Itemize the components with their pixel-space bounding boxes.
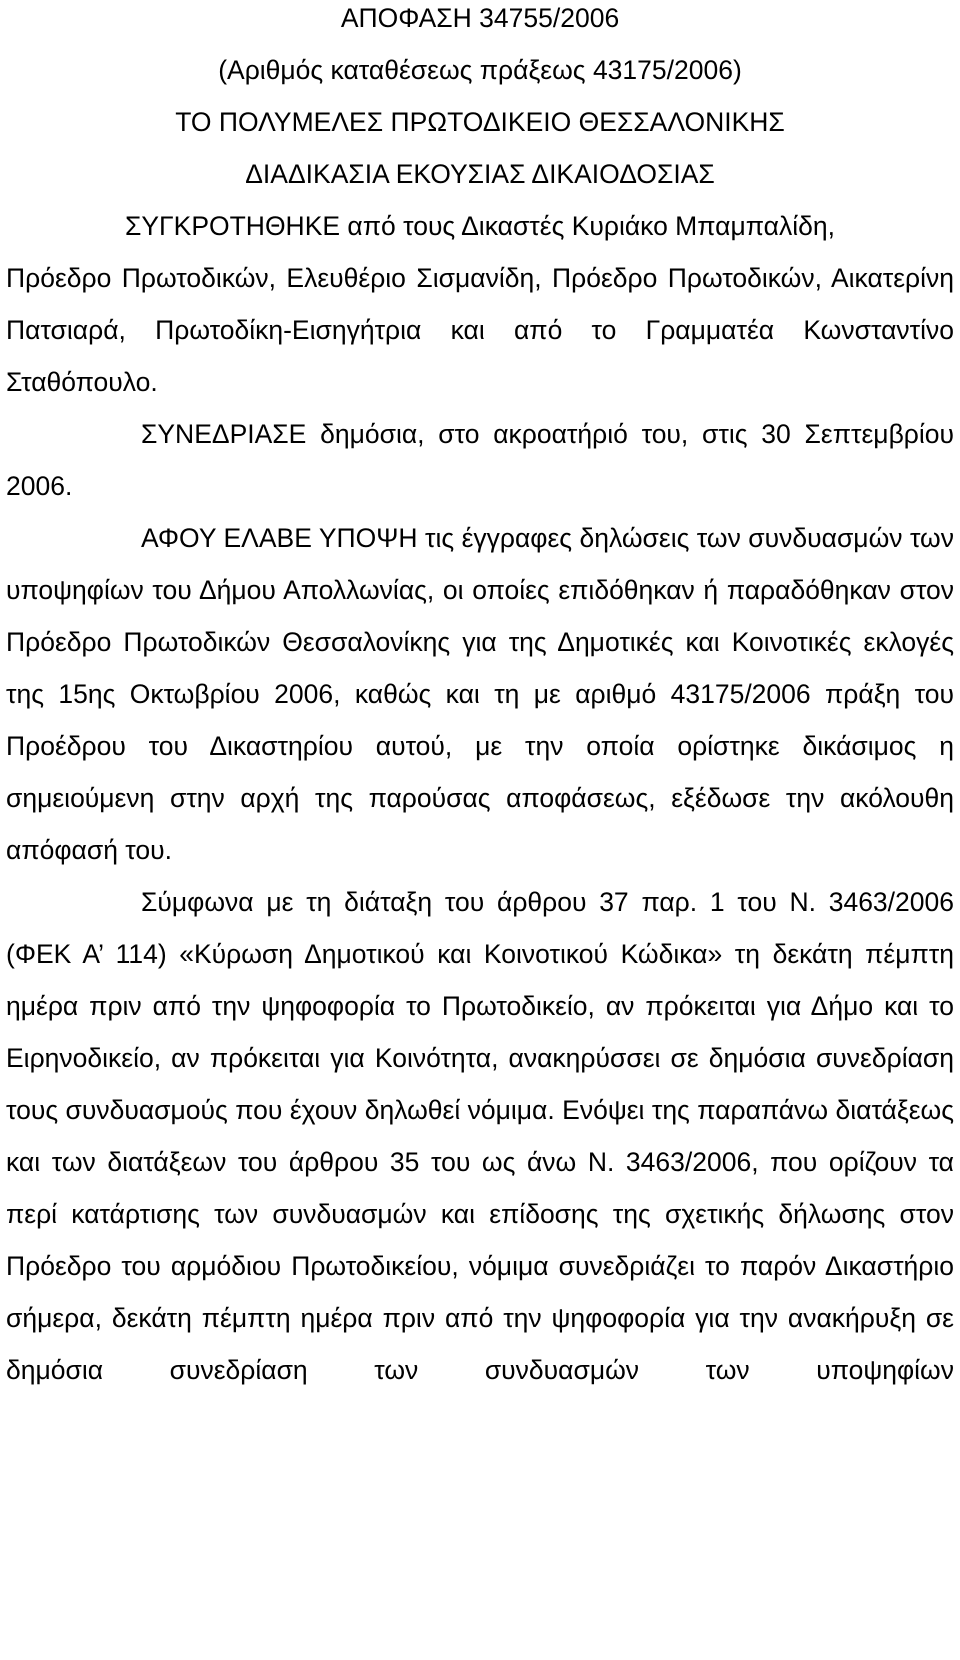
- considered-paragraph: ΑΦΟΥ ΕΛΑΒΕ ΥΠΟΨΗ τις έγγραφες δηλώσεις των συνδυασμών των υποψηφίων του Δήμου Απολλωνίας, οι οποίες επιδόθηκαν ή παραδόθηκαν στον Πρόεδρο Πρωτοδικών Θεσσαλονίκης για της Δημοτικές και Κοινοτικές εκλογές της 15ης Οκτωβρίου 2006, καθώς και τη με αριθμό 43175/2006 πράξη του Προέδρου του Δικαστηρίου αυτού, με την οποία ορίστηκε δικάσιμος η σημειούμενη στην αρχή της παρούσας αποφάσεως, εξέδωσε την ακόλουθη απόφασή του.: [6, 523, 954, 865]
- decision-title: ΑΠΟΦΑΣΗ 34755/2006: [340, 3, 620, 33]
- session-paragraph: ΣΥΝΕΔΡΙΑΣΕ δημόσια, στο ακροατήριό του, στις 30 Σεπτεμβρίου 2006.: [6, 419, 954, 501]
- procedure-type: ΔΙΑΔΙΚΑΣΙΑ ΕΚΟΥΣΙΑΣ ΔΙΚΑΙΟΔΟΣΙΑΣ: [245, 159, 715, 189]
- filing-number: (Αριθμός καταθέσεως πράξεως 43175/2006): [218, 55, 742, 85]
- court-name: ΤΟ ΠΟΛΥΜΕΛΕΣ ΠΡΩΤΟΔΙΚΕΙΟ ΘΕΣΣΑΛΟΝΙΚΗΣ: [175, 107, 785, 137]
- composition-paragraph: Πρόεδρο Πρωτοδικών, Ελευθέριο Σισμανίδη, Πρόεδρο Πρωτοδικών, Αικατερίνη Πατσιαρά, Πρωτοδίκη-Εισηγήτρια και από το Γραμματέα Κωνσταντίνο Σταθόπουλο.: [6, 263, 954, 397]
- composition-lead: ΣΥΓΚΡΟΤΗΘΗΚΕ από τους Δικαστές Κυριάκο Μπαμπαλίδη,: [125, 211, 835, 241]
- legal-basis-paragraph: Σύμφωνα με τη διάταξη του άρθρου 37 παρ. 1 του Ν. 3463/2006 (ΦΕΚ Α’ 114) «Κύρωση Δημοτικού και Κοινοτικού Κώδικα» τη δεκάτη πέμπτη ημέρα πριν από την ψηφοφορία το Πρωτοδικείο, αν πρόκειται για Δήμο και το Ειρηνοδικείο, αν πρόκειται για Κοινότητα, ανακηρύσσει σε δημόσια συνεδρίαση τους συνδυασμούς που έχουν δηλωθεί νόμιμα. Ενόψει της παραπάνω διατάξεως και των διατάξεων του άρθρου 35 του ως άνω Ν. 3463/2006, που ορίζουν τα περί κατάρτισης των συνδυασμών και επίδοσης της σχετικής δήλωσης στον Πρόεδρο του αρμόδιου Πρωτοδικείου, νόμιμα συνεδριάζει το παρόν Δικαστήριο σήμερα, δεκάτη πέμπτη ημέρα πριν από την ψηφοφορία για την ανακήρυξη σε δημόσια συνεδρίαση των συνδυασμών των υποψηφίων: [6, 887, 954, 1385]
